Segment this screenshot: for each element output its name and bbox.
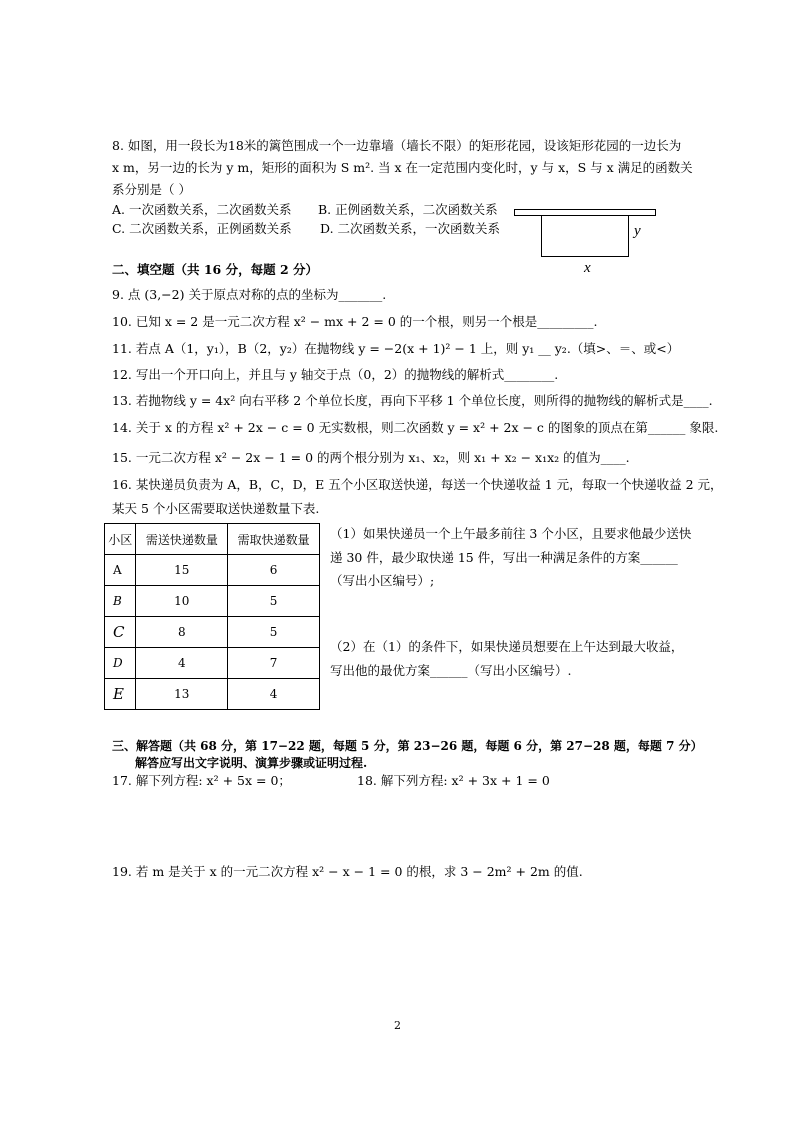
q13: 13. 若抛物线 y = 4x² 向右平移 2 个单位长度，再向下平移 1 个单位长度，则所得的抛物线的解析式是____. xyxy=(112,393,713,408)
section-2-title: 二、填空题（共 16 分，每题 2 分） xyxy=(112,262,319,277)
table-cell: 4 xyxy=(136,648,228,679)
q10: 10. 已知 x = 2 是一元二次方程 x² − mx + 2 = 0 的一个根，则另一个根是_________. xyxy=(112,314,598,329)
q8-line3: 系分别是（ ） xyxy=(112,182,191,197)
table-cell: 15 xyxy=(136,555,228,586)
table-cell: B xyxy=(105,586,136,617)
q16-part1-line1: （1）如果快递员一个上午最多前往 3 个小区，且要求他最少送快 xyxy=(330,526,692,541)
garden-rectangle xyxy=(541,216,629,257)
table-cell: 7 xyxy=(228,648,320,679)
q12: 12. 写出一个开口向上，并且与 y 轴交于点（0，2）的抛物线的解析式________. xyxy=(112,367,559,382)
q16-line2: 某天 5 个小区需要取送快递数量下表. xyxy=(112,501,320,516)
table-cell: 6 xyxy=(228,555,320,586)
table-row xyxy=(105,679,320,710)
table-header: 小区 xyxy=(105,524,136,555)
q16-part2-line2: 写出他的最优方案______（写出小区编号）. xyxy=(330,663,572,678)
q19: 19. 若 m 是关于 x 的一元二次方程 x² − x − 1 = 0 的根，求 3 − 2m² + 2m 的值. xyxy=(112,864,583,879)
q8-line1: 8. 如图，用一段长为18米的篱笆围成一个一边靠墙（墙长不限）的矩形花园，设该矩形花园的一边长为 xyxy=(112,138,682,153)
table-header-row xyxy=(105,524,320,555)
page-number: 2 xyxy=(394,1019,401,1032)
q8-option-c: C. 二次函数关系，正例函数关系 xyxy=(112,221,292,236)
q18: 18. 解下列方程: x² + 3x + 1 = 0 xyxy=(357,773,550,788)
q8-option-d: D. 二次函数关系，一次函数关系 xyxy=(320,221,501,236)
q9: 9. 点 (3,−2) 关于原点对称的点的坐标为_______. xyxy=(112,287,387,302)
section-3-title: 三、解答题（共 68 分，第 17−22 题，每题 5 分，第 23−26 题，每题 6 分，第 27−28 题，每题 7 分） xyxy=(112,739,703,753)
q16-part2-line1: （2）在（1）的条件下，如果快递员想要在上午达到最大收益， xyxy=(330,639,684,654)
q17: 17. 解下列方程: x² + 5x = 0； xyxy=(112,773,291,788)
table-header: 需送快递数量 xyxy=(136,524,228,555)
table-cell: 5 xyxy=(228,617,320,648)
table-cell: A xyxy=(105,555,136,586)
table-row xyxy=(105,555,320,586)
table-row xyxy=(105,648,320,679)
table-cell: 8 xyxy=(136,617,228,648)
q8-option-b: B. 正例函数关系，二次函数关系 xyxy=(318,202,498,217)
q8-option-a: A. 一次函数关系，二次函数关系 xyxy=(112,202,292,217)
q15: 15. 一元二次方程 x² − 2x − 1 = 0 的两个根分别为 x₁、x₂，则 x₁ + x₂ − x₁x₂ 的值为____. xyxy=(112,450,630,465)
table-row xyxy=(105,617,320,648)
q16-part1-line3: （写出小区编号）; xyxy=(330,573,435,588)
table-row xyxy=(105,586,320,617)
q8-line2: x m，另一边的长为 y m，矩形的面积为 S m². 当 x 在一定范围内变化时，y 与 x，S 与 x 满足的函数关 xyxy=(112,160,693,175)
q11: 11. 若点 A（1，y₁），B（2，y₂）在抛物线 y = −2(x + 1)² − 1 上，则 y₁ __ y₂.（填>、＝、或<） xyxy=(112,341,680,356)
table-cell: 13 xyxy=(136,679,228,710)
q16-line1: 16. 某快递员负责为 A，B，C，D，E 五个小区取送快递，每送一个快递收益 1 元，每取一个快递收益 2 元， xyxy=(112,477,723,492)
q16-part1-line2: 递 30 件，最少取快递 15 件，写出一种满足条件的方案______ xyxy=(330,550,678,565)
table-cell: 4 xyxy=(228,679,320,710)
table-cell: C xyxy=(105,617,136,648)
figure-label-x: x xyxy=(584,260,591,276)
wall-shape xyxy=(514,209,656,216)
table-cell: D xyxy=(105,648,136,679)
q8-garden-figure xyxy=(514,206,658,278)
section-3-subtitle: 解答应写出文字说明、演算步骤或证明过程. xyxy=(135,756,368,770)
delivery-table xyxy=(104,523,320,710)
table-cell: E xyxy=(105,679,136,710)
table-cell: 5 xyxy=(228,586,320,617)
table-header: 需取快递数量 xyxy=(228,524,320,555)
figure-label-y: y xyxy=(634,223,641,239)
q14: 14. 关于 x 的方程 x² + 2x − c = 0 无实数根，则二次函数 y = x² + 2x − c 的图象的顶点在第______ 象限. xyxy=(112,420,719,435)
table-cell: 10 xyxy=(136,586,228,617)
